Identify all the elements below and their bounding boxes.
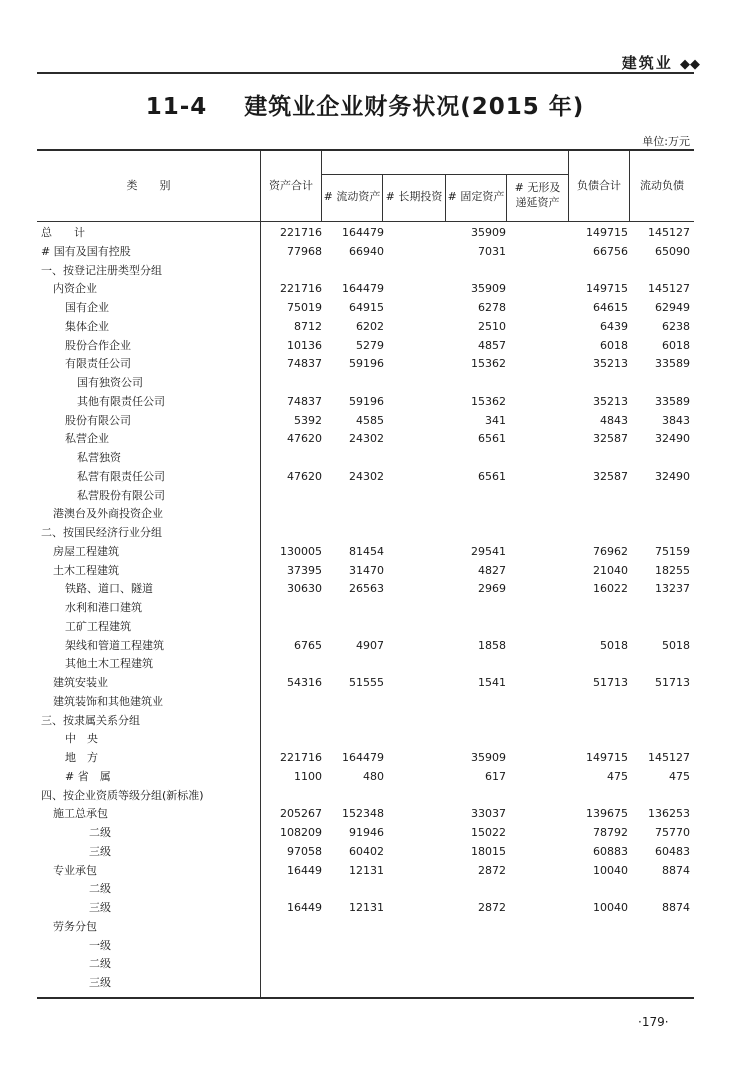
row-label: 内资企业 bbox=[53, 282, 97, 296]
row-label: 股份合作企业 bbox=[65, 338, 131, 352]
row-value: 6561 bbox=[478, 432, 506, 446]
row-value: 164479 bbox=[342, 751, 384, 764]
row-value: 617 bbox=[485, 769, 506, 783]
row-value: 75770 bbox=[655, 826, 690, 839]
row-value: 33589 bbox=[655, 357, 690, 371]
row-value: 65090 bbox=[655, 244, 690, 258]
header-category: 类 别 bbox=[126, 179, 171, 192]
row-value: 341 bbox=[485, 413, 506, 427]
row-label: 三级 bbox=[89, 844, 111, 858]
page-title bbox=[0, 88, 730, 121]
row-label: 有限责任公司 bbox=[65, 357, 131, 371]
row-value: 30630 bbox=[287, 582, 322, 596]
row-value: 130005 bbox=[280, 544, 322, 558]
row-value: 4907 bbox=[356, 638, 384, 652]
row-value: 221716 bbox=[280, 226, 322, 239]
row-value: 13237 bbox=[655, 582, 690, 596]
table-row bbox=[37, 768, 694, 787]
row-value: 77968 bbox=[287, 244, 322, 258]
row-label: 劳务分包 bbox=[53, 919, 97, 933]
row-value: 62949 bbox=[655, 301, 690, 314]
header-total-assets: 资产合计 bbox=[269, 179, 313, 192]
row-value: 74837 bbox=[287, 357, 322, 371]
row-value: 5018 bbox=[662, 638, 690, 652]
row-value: 66756 bbox=[593, 244, 628, 258]
table-row bbox=[37, 974, 694, 993]
table-row bbox=[37, 468, 694, 487]
table-row bbox=[37, 749, 694, 768]
row-value: 24302 bbox=[349, 432, 384, 446]
financial-table bbox=[37, 149, 694, 999]
row-label: 一、按登记注册类型分组 bbox=[41, 263, 162, 277]
row-value: 32587 bbox=[593, 432, 628, 446]
row-value: 21040 bbox=[593, 563, 628, 577]
row-label: 水利和港口建筑 bbox=[65, 601, 142, 614]
subheader-divider bbox=[321, 174, 568, 175]
row-value: 64915 bbox=[349, 301, 384, 314]
row-value: 145127 bbox=[648, 751, 690, 764]
table-row bbox=[37, 843, 694, 862]
row-value: 5279 bbox=[356, 338, 384, 352]
row-value: 32490 bbox=[655, 469, 690, 483]
row-label: 私营独资 bbox=[77, 451, 121, 464]
row-value: 74837 bbox=[287, 394, 322, 408]
row-label: 中 央 bbox=[65, 732, 98, 746]
row-value: 6202 bbox=[356, 319, 384, 333]
row-value: 221716 bbox=[280, 751, 322, 764]
row-value: 26563 bbox=[349, 582, 384, 596]
table-row bbox=[37, 637, 694, 656]
table-row bbox=[37, 824, 694, 843]
row-value: 47620 bbox=[287, 469, 322, 483]
row-label: 二级 bbox=[89, 882, 111, 896]
row-label: # 省 属 bbox=[65, 769, 111, 783]
row-value: 51555 bbox=[349, 676, 384, 689]
row-value: 35213 bbox=[593, 394, 628, 408]
row-value: 16022 bbox=[593, 582, 628, 596]
table-row bbox=[37, 393, 694, 412]
table-row bbox=[37, 262, 694, 281]
row-value: 136253 bbox=[648, 807, 690, 821]
row-label: 国有企业 bbox=[65, 301, 109, 314]
row-value: 6765 bbox=[294, 638, 322, 652]
row-value: 59196 bbox=[349, 394, 384, 408]
row-value: 149715 bbox=[586, 226, 628, 239]
row-value: 5018 bbox=[600, 638, 628, 652]
row-value: 8874 bbox=[662, 863, 690, 877]
row-label: 三、按隶属关系分组 bbox=[41, 713, 140, 727]
row-value: 51713 bbox=[593, 676, 628, 689]
row-value: 1858 bbox=[478, 638, 506, 652]
row-label: 专业承包 bbox=[53, 863, 97, 877]
row-value: 60402 bbox=[349, 844, 384, 858]
row-value: 35909 bbox=[471, 751, 506, 764]
table-row bbox=[37, 805, 694, 824]
table-row bbox=[37, 655, 694, 674]
row-value: 59196 bbox=[349, 357, 384, 371]
section-title: 建筑业 bbox=[621, 54, 673, 72]
row-value: 32490 bbox=[655, 432, 690, 446]
row-label: 建筑安装业 bbox=[53, 676, 108, 689]
row-value: 60483 bbox=[655, 844, 690, 858]
table-row bbox=[37, 318, 694, 337]
table-row bbox=[37, 712, 694, 731]
row-value: 4857 bbox=[478, 338, 506, 352]
row-value: 60883 bbox=[593, 844, 628, 858]
table-row bbox=[37, 374, 694, 393]
table-row bbox=[37, 618, 694, 637]
row-label: 股份有限公司 bbox=[65, 413, 131, 427]
row-value: 35909 bbox=[471, 226, 506, 239]
row-value: 97058 bbox=[287, 844, 322, 858]
table-row bbox=[37, 580, 694, 599]
table-row bbox=[37, 880, 694, 899]
row-value: 16449 bbox=[287, 863, 322, 877]
table-row bbox=[37, 299, 694, 318]
row-value: 2872 bbox=[478, 863, 506, 877]
row-value: 149715 bbox=[586, 751, 628, 764]
header-current-liabilities: 流动负债 bbox=[640, 179, 684, 192]
header-intangible-line2: 递延资产 bbox=[515, 196, 560, 209]
row-value: 76962 bbox=[593, 544, 628, 558]
row-value: 139675 bbox=[586, 807, 628, 821]
row-value: 81454 bbox=[349, 544, 384, 558]
table-number: 11-4 bbox=[145, 94, 208, 120]
row-value: 145127 bbox=[648, 282, 690, 296]
row-value: 8874 bbox=[662, 901, 690, 914]
row-value: 18255 bbox=[655, 563, 690, 577]
row-label: 工矿工程建筑 bbox=[65, 619, 131, 633]
unit-label: 单位:万元 bbox=[642, 135, 690, 148]
row-value: 205267 bbox=[280, 807, 322, 821]
row-value: 78792 bbox=[593, 826, 628, 839]
table-row bbox=[37, 355, 694, 374]
row-label: 地 方 bbox=[65, 751, 98, 764]
row-label: 二级 bbox=[89, 826, 111, 839]
row-value: 37395 bbox=[287, 563, 322, 577]
row-value: 35213 bbox=[593, 357, 628, 371]
table-row bbox=[37, 412, 694, 431]
row-label: 四、按企业资质等级分组(新标准) bbox=[41, 788, 204, 802]
table-row bbox=[37, 693, 694, 712]
row-value: 149715 bbox=[586, 282, 628, 296]
row-value: 33589 bbox=[655, 394, 690, 408]
row-label: # 国有及国有控股 bbox=[41, 244, 131, 258]
row-value: 54316 bbox=[287, 676, 322, 689]
table-row bbox=[37, 280, 694, 299]
row-value: 475 bbox=[669, 769, 690, 783]
row-value: 15362 bbox=[471, 394, 506, 408]
table-row bbox=[37, 224, 694, 243]
header-long-term-investment: # 长期投资 bbox=[385, 190, 443, 203]
row-label: 私营有限责任公司 bbox=[77, 469, 165, 483]
table-row bbox=[37, 243, 694, 262]
table-row bbox=[37, 543, 694, 562]
row-value: 6018 bbox=[662, 338, 690, 352]
row-value: 4827 bbox=[478, 563, 506, 577]
row-label: 房屋工程建筑 bbox=[53, 544, 119, 558]
row-value: 91946 bbox=[349, 826, 384, 839]
table-row bbox=[37, 599, 694, 618]
row-value: 15362 bbox=[471, 357, 506, 371]
row-label: 国有独资公司 bbox=[77, 376, 143, 389]
row-label: 二、按国民经济行业分组 bbox=[41, 526, 162, 539]
row-value: 75159 bbox=[655, 544, 690, 558]
table-row bbox=[37, 430, 694, 449]
row-value: 15022 bbox=[471, 826, 506, 839]
page-number: ·179· bbox=[638, 1015, 669, 1029]
row-value: 29541 bbox=[471, 544, 506, 558]
table-row bbox=[37, 337, 694, 356]
row-label: 私营股份有限公司 bbox=[77, 488, 165, 502]
row-value: 4843 bbox=[600, 413, 628, 427]
row-label: 一级 bbox=[89, 938, 111, 952]
header-intangible-line1: # 无形及 bbox=[514, 181, 561, 194]
header-fixed-assets: # 固定资产 bbox=[447, 190, 505, 203]
row-value: 6561 bbox=[478, 469, 506, 483]
row-label: 二级 bbox=[89, 957, 111, 971]
row-label: 三级 bbox=[89, 976, 111, 989]
table-title: 建筑业企业财务状况(2015 年) bbox=[244, 94, 585, 120]
row-value: 16449 bbox=[287, 901, 322, 914]
row-value: 2969 bbox=[478, 582, 506, 596]
column-divider bbox=[321, 151, 322, 221]
table-row bbox=[37, 899, 694, 918]
row-value: 1100 bbox=[294, 769, 322, 783]
header-divider bbox=[37, 72, 694, 74]
header-current-assets: # 流动资产 bbox=[323, 190, 381, 203]
row-value: 475 bbox=[607, 769, 628, 783]
table-row bbox=[37, 524, 694, 543]
row-value: 5392 bbox=[294, 413, 322, 427]
table-row bbox=[37, 449, 694, 468]
row-value: 10136 bbox=[287, 338, 322, 352]
table-row bbox=[37, 955, 694, 974]
row-label: 其他有限责任公司 bbox=[77, 394, 165, 408]
row-value: 152348 bbox=[342, 807, 384, 821]
table-row bbox=[37, 918, 694, 937]
row-label: 港澳台及外商投资企业 bbox=[53, 507, 163, 521]
table-body bbox=[37, 224, 694, 993]
row-value: 6439 bbox=[600, 319, 628, 333]
row-label: 其他土木工程建筑 bbox=[65, 657, 153, 671]
row-value: 164479 bbox=[342, 282, 384, 296]
row-value: 164479 bbox=[342, 226, 384, 239]
table-row bbox=[37, 562, 694, 581]
row-value: 145127 bbox=[648, 226, 690, 239]
row-label: 三级 bbox=[89, 901, 111, 914]
row-value: 2872 bbox=[478, 901, 506, 914]
row-value: 75019 bbox=[287, 301, 322, 314]
row-label: 架线和管道工程建筑 bbox=[65, 638, 164, 652]
row-value: 6278 bbox=[478, 301, 506, 314]
row-value: 18015 bbox=[471, 844, 506, 858]
row-label: 总 计 bbox=[41, 226, 85, 239]
header-intangible-assets bbox=[507, 180, 568, 210]
row-value: 6238 bbox=[662, 319, 690, 333]
row-value: 10040 bbox=[593, 901, 628, 914]
row-value: 12131 bbox=[349, 863, 384, 877]
header-total-liabilities: 负债合计 bbox=[577, 179, 621, 192]
row-value: 51713 bbox=[655, 676, 690, 689]
row-label: 土木工程建筑 bbox=[53, 563, 119, 577]
table-row bbox=[37, 674, 694, 693]
row-value: 31470 bbox=[349, 563, 384, 577]
row-value: 64615 bbox=[593, 301, 628, 314]
row-value: 221716 bbox=[280, 282, 322, 296]
row-value: 1541 bbox=[478, 676, 506, 689]
table-row bbox=[37, 730, 694, 749]
table-row bbox=[37, 487, 694, 506]
row-label: 施工总承包 bbox=[53, 807, 108, 821]
row-value: 10040 bbox=[593, 863, 628, 877]
row-value: 32587 bbox=[593, 469, 628, 483]
row-label: 私营企业 bbox=[65, 432, 109, 446]
row-value: 35909 bbox=[471, 282, 506, 296]
row-value: 47620 bbox=[287, 432, 322, 446]
row-value: 7031 bbox=[478, 244, 506, 258]
row-value: 3843 bbox=[662, 413, 690, 427]
row-value: 2510 bbox=[478, 319, 506, 333]
diamond-icon: ◆◆ bbox=[680, 57, 700, 72]
row-label: 建筑装饰和其他建筑业 bbox=[53, 694, 163, 708]
row-value: 24302 bbox=[349, 469, 384, 483]
table-row bbox=[37, 937, 694, 956]
row-value: 108209 bbox=[280, 826, 322, 839]
row-value: 12131 bbox=[349, 901, 384, 914]
section-header bbox=[560, 52, 700, 72]
row-value: 6018 bbox=[600, 338, 628, 352]
row-label: 铁路、道口、隧道 bbox=[65, 582, 153, 596]
row-value: 480 bbox=[363, 769, 384, 783]
row-value: 66940 bbox=[349, 244, 384, 258]
table-row bbox=[37, 787, 694, 806]
header-bottom-rule bbox=[37, 221, 694, 222]
row-value: 4585 bbox=[356, 413, 384, 427]
row-label: 集体企业 bbox=[65, 319, 109, 333]
table-row bbox=[37, 862, 694, 881]
row-value: 8712 bbox=[294, 319, 322, 333]
table-row bbox=[37, 505, 694, 524]
row-value: 33037 bbox=[471, 807, 506, 821]
